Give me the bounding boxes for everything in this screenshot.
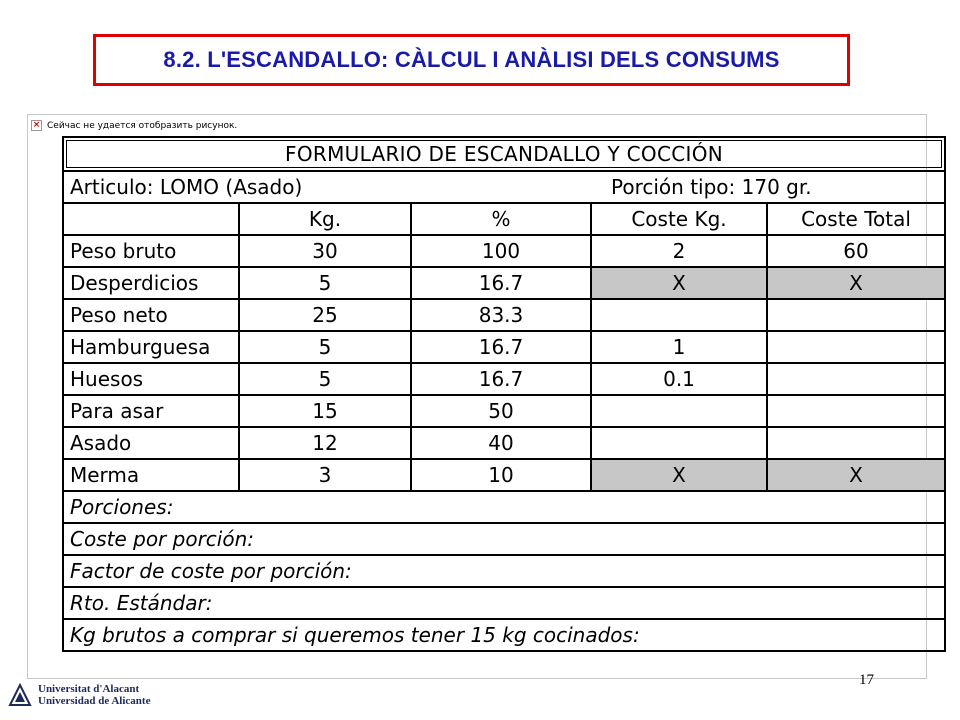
table-row: [63, 235, 945, 267]
row-label: Asado: [63, 427, 239, 459]
cost-total-cell: [767, 395, 945, 427]
portion-label: Porción tipo: 170 gr.: [611, 175, 812, 199]
footer-row: [63, 491, 945, 523]
cost-kg-cell: [591, 427, 767, 459]
broken-image-text: Сейчас не удается отобразить рисунок.: [47, 120, 238, 131]
cost-total-cell: X: [767, 459, 945, 491]
row-label: Peso bruto: [63, 235, 239, 267]
footer-label: Rto. Estándar:: [63, 587, 945, 619]
cost-total-cell: [767, 427, 945, 459]
row-label: Huesos: [63, 363, 239, 395]
percent-cell: 40: [411, 427, 591, 459]
table-row: [63, 395, 945, 427]
percent-cell: 50: [411, 395, 591, 427]
university-emblem-icon: [8, 683, 32, 707]
cost-kg-cell: [591, 299, 767, 331]
cost-total-cell: 60: [767, 235, 945, 267]
university-name-es: Universidad de Alicante: [38, 695, 151, 707]
percent-cell: 83.3: [411, 299, 591, 331]
footer-label: Porciones:: [63, 491, 945, 523]
column-header: Coste Total: [767, 203, 945, 235]
cost-kg-cell: 1: [591, 331, 767, 363]
broken-image-notice: [31, 120, 237, 131]
kg-cell: 3: [239, 459, 411, 491]
footer-row: [63, 555, 945, 587]
cost-total-cell: [767, 299, 945, 331]
kg-cell: 12: [239, 427, 411, 459]
form-title: FORMULARIO DE ESCANDALLO Y COCCIÓN: [66, 140, 942, 168]
row-label: Hamburguesa: [63, 331, 239, 363]
kg-cell: 25: [239, 299, 411, 331]
footer-label: Coste por porción:: [63, 523, 945, 555]
article-row: [63, 171, 945, 203]
percent-cell: 16.7: [411, 331, 591, 363]
column-header: Coste Kg.: [591, 203, 767, 235]
cost-total-cell: [767, 363, 945, 395]
form-title-row: [63, 137, 945, 171]
university-logo: [8, 683, 150, 707]
article-label: Articulo: LOMO (Asado): [70, 175, 303, 199]
column-header: %: [411, 203, 591, 235]
row-label: Peso neto: [63, 299, 239, 331]
page-number: 17: [859, 672, 874, 688]
footer-label: Kg brutos a comprar si queremos tener 15 kg cocinados:: [63, 619, 945, 651]
table-row: [63, 459, 945, 491]
table-row: [63, 299, 945, 331]
table-row: [63, 267, 945, 299]
university-name-ca: Universitat d'Alacant: [38, 683, 140, 695]
footer-label: Factor de coste por porción:: [63, 555, 945, 587]
percent-cell: 10: [411, 459, 591, 491]
cost-kg-cell: X: [591, 459, 767, 491]
table-row: [63, 427, 945, 459]
row-label: Desperdicios: [63, 267, 239, 299]
kg-cell: 5: [239, 363, 411, 395]
percent-cell: 16.7: [411, 363, 591, 395]
cost-total-cell: [767, 331, 945, 363]
footer-row: [63, 619, 945, 651]
column-header: Kg.: [239, 203, 411, 235]
row-label: Merma: [63, 459, 239, 491]
slide-title-box: [93, 34, 850, 86]
cost-kg-cell: 0.1: [591, 363, 767, 395]
kg-cell: 15: [239, 395, 411, 427]
column-header-row: [63, 203, 945, 235]
column-header: [63, 203, 239, 235]
cost-total-cell: X: [767, 267, 945, 299]
table-row: [63, 331, 945, 363]
row-label: Para asar: [63, 395, 239, 427]
percent-cell: 100: [411, 235, 591, 267]
cost-kg-cell: 2: [591, 235, 767, 267]
footer-row: [63, 587, 945, 619]
cost-kg-cell: X: [591, 267, 767, 299]
percent-cell: 16.7: [411, 267, 591, 299]
kg-cell: 5: [239, 331, 411, 363]
footer-row: [63, 523, 945, 555]
slide-title: 8.2. L'ESCANDALLO: CÀLCUL I ANÀLISI DELS CONSUMS: [163, 47, 780, 72]
escandallo-form: [62, 136, 946, 652]
broken-image-icon: ×: [32, 120, 41, 130]
kg-cell: 5: [239, 267, 411, 299]
kg-cell: 30: [239, 235, 411, 267]
cost-kg-cell: [591, 395, 767, 427]
table-row: [63, 363, 945, 395]
